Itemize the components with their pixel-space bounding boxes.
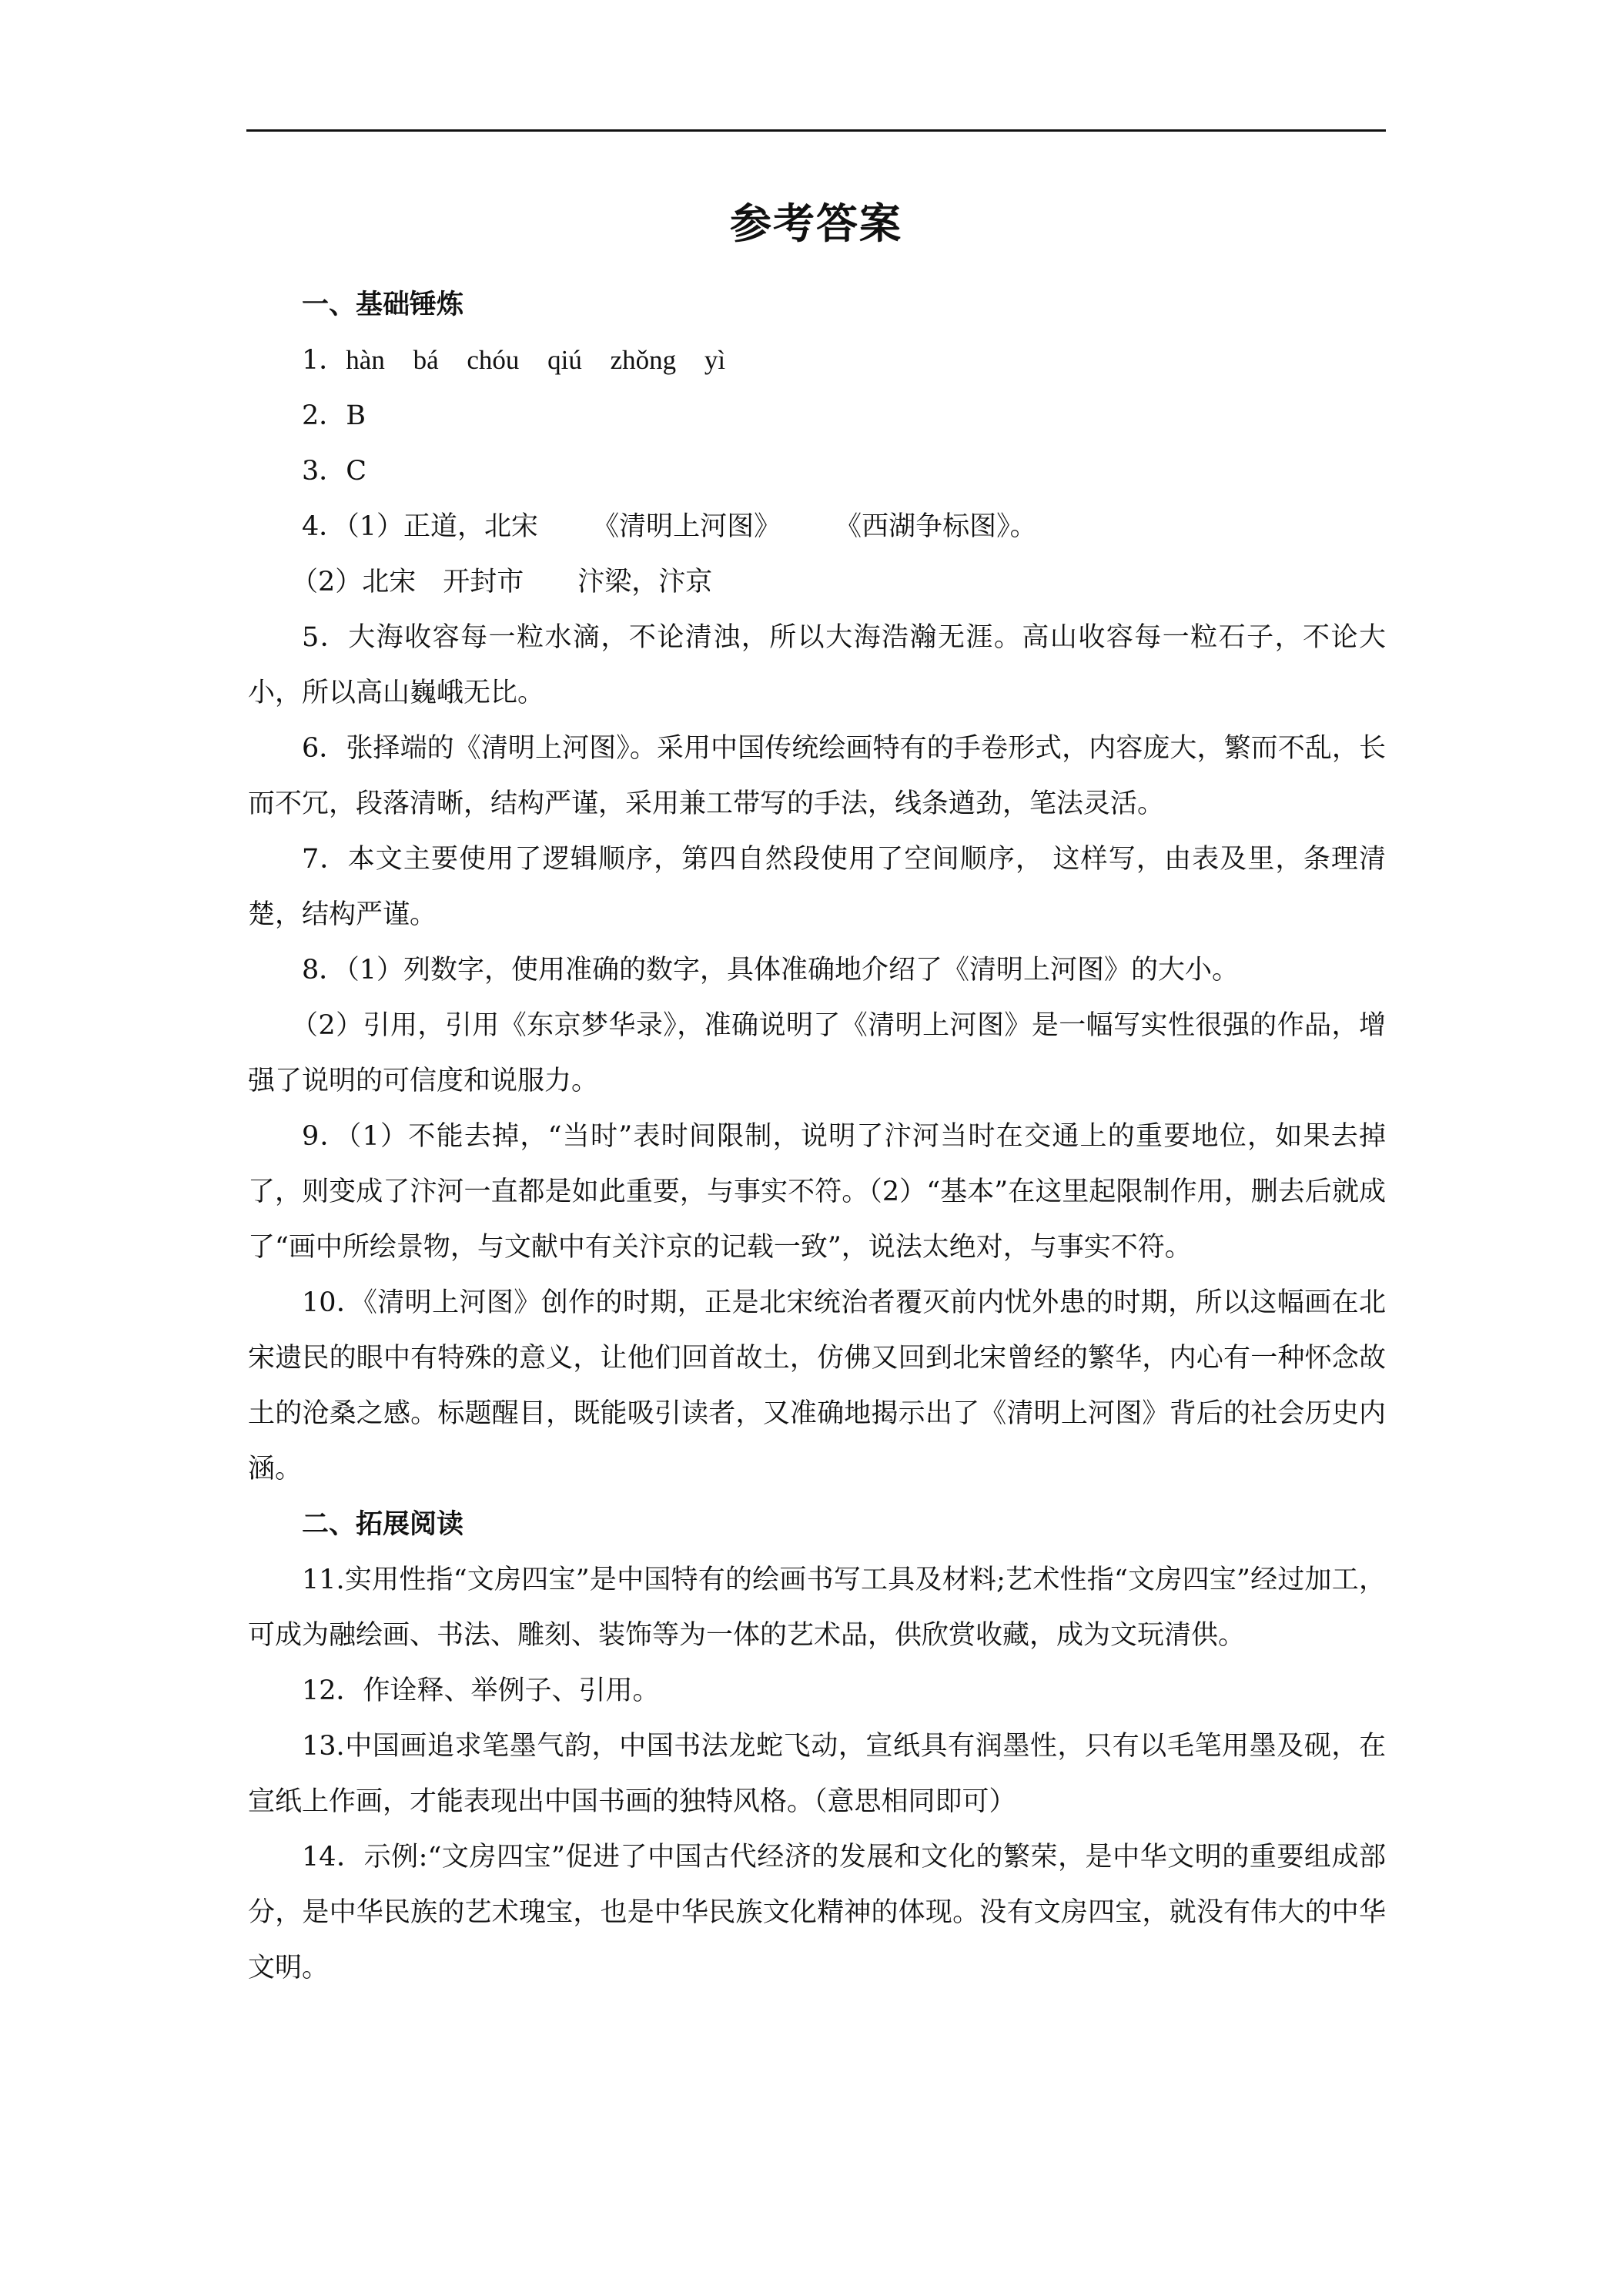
answer-item-1: [248, 333, 1386, 388]
answer-text: hàn bá chóu qiú zhǒng yì: [346, 345, 726, 375]
answer-item-4: [248, 499, 1386, 554]
item-number: 1．: [302, 345, 346, 376]
answer-text: 中国画追求笔墨气韵，中国书法龙蛇飞动，宣纸具有润墨性，只有以毛笔用墨及砚，在宣纸上作画，才能表现出中国书画的独特风格。（意思相同即可）: [248, 1731, 1386, 1817]
answer-text: C: [346, 456, 367, 487]
item-number: 12．: [302, 1675, 363, 1706]
answer-item-12: [248, 1663, 1386, 1719]
item-number: 6．: [302, 733, 346, 764]
item-number: 2．: [302, 400, 346, 431]
answer-item-14: [248, 1829, 1386, 1996]
answer-item-13: [248, 1719, 1386, 1829]
answer-item-8: [248, 942, 1386, 998]
section-heading-basic: 一、基础锤炼: [302, 289, 464, 320]
answer-text: 实用性指“文房四宝”是中国特有的绘画书写工具及材料;艺术性指“文房四宝”经过加工，可成为融绘画、书法、雕刻、装饰等为一体的艺术品，供欣赏收藏，成为文玩清供。: [248, 1565, 1386, 1651]
answer-item-6: [248, 721, 1386, 832]
answer-text: 《清明上河图》: [592, 511, 781, 542]
answer-item-3: [248, 443, 1386, 499]
answer-content: [248, 277, 1386, 1996]
header-rule: [246, 129, 1386, 132]
answer-text: 《清明上河图》创作的时期，正是北宋统治者覆灭前内忧外患的时期，所以这幅画在北宋遗民的眼中有特殊的意义，让他们回首故土，仿佛又回到北宋曾经的繁华，内心有一种怀念故土的沧桑之感。标题醒目，既能吸引读者，又准确地揭示出了《清明上河图》背后的社会历史内涵。: [248, 1287, 1386, 1484]
answer-item-10: [248, 1275, 1386, 1497]
answer-text: 大海收容每一粒水滴，不论清浊，所以大海浩瀚无涯。高山收容每一粒石子，不论大小，所以高山巍峨无比。: [248, 622, 1386, 708]
answer-item-2: [248, 388, 1386, 443]
answer-item-4-part-2: [248, 554, 1386, 610]
item-number: 10．: [302, 1287, 364, 1318]
answer-text: （2）北宋 开封市: [291, 567, 524, 597]
item-number: 5．: [302, 622, 349, 653]
item-number: 9．: [302, 1121, 348, 1152]
item-number: 7．: [302, 844, 348, 875]
item-number: 11.: [302, 1565, 345, 1595]
answer-text: （1）不能去掉，“当时”表时间限制，说明了汴河当时在交通上的重要地位，如果去掉了，则变成了汴河一直都是如此重要，与事实不符。（2）“基本”在这里起限制作用，删去后就成了“画中所绘景物，与文献中有关汴京的记载一致”，说法太绝对，与事实不符。: [248, 1121, 1386, 1263]
item-number: 8．: [302, 955, 346, 986]
answer-text: 示例:“文房四宝”促进了中国古代经济的发展和文化的繁荣，是中华文明的重要组成部分，是中华民族的艺术瑰宝，也是中华民族文化精神的体现。没有文房四宝，就没有伟大的中华文明。: [248, 1842, 1386, 1983]
answer-item-8-part-2: [248, 998, 1386, 1109]
page-title: 参考答案: [730, 199, 902, 248]
answer-item-7: [248, 832, 1386, 942]
answer-text: （2）引用，引用《东京梦华录》，准确说明了《清明上河图》是一幅写实性很强的作品，增强了说明的可信度和说服力。: [248, 1010, 1386, 1096]
answer-item-5: [248, 610, 1386, 721]
answer-text: B: [346, 400, 366, 431]
answer-text: 汴梁，汴京: [577, 567, 713, 597]
answer-text: 作诠释、举例子、引用。: [363, 1675, 660, 1706]
item-number: 4．: [302, 511, 346, 542]
item-number: 14．: [302, 1842, 364, 1873]
answer-item-11: [248, 1552, 1386, 1663]
answer-text: 张择端的《清明上河图》。采用中国传统绘画特有的手卷形式，内容庞大，繁而不乱，长而不冗，段落清晰，结构严谨，采用兼工带写的手法，线条遒劲，笔法灵活。: [248, 733, 1386, 819]
answer-text: 本文主要使用了逻辑顺序，第四自然段使用了空间顺序， 这样写，由表及里，条理清楚，结构严谨。: [248, 844, 1386, 930]
answer-text: （1）列数字，使用准确的数字，具体准确地介绍了《清明上河图》的大小。: [346, 955, 1240, 986]
item-number: 3．: [302, 456, 346, 487]
answer-item-9: [248, 1109, 1386, 1275]
answer-text: 《西湖争标图》。: [835, 511, 1037, 542]
item-number: 13.: [302, 1731, 345, 1762]
answer-text: （1）正道，北宋: [346, 511, 539, 542]
section-heading-extended: 二、拓展阅读: [302, 1508, 464, 1540]
